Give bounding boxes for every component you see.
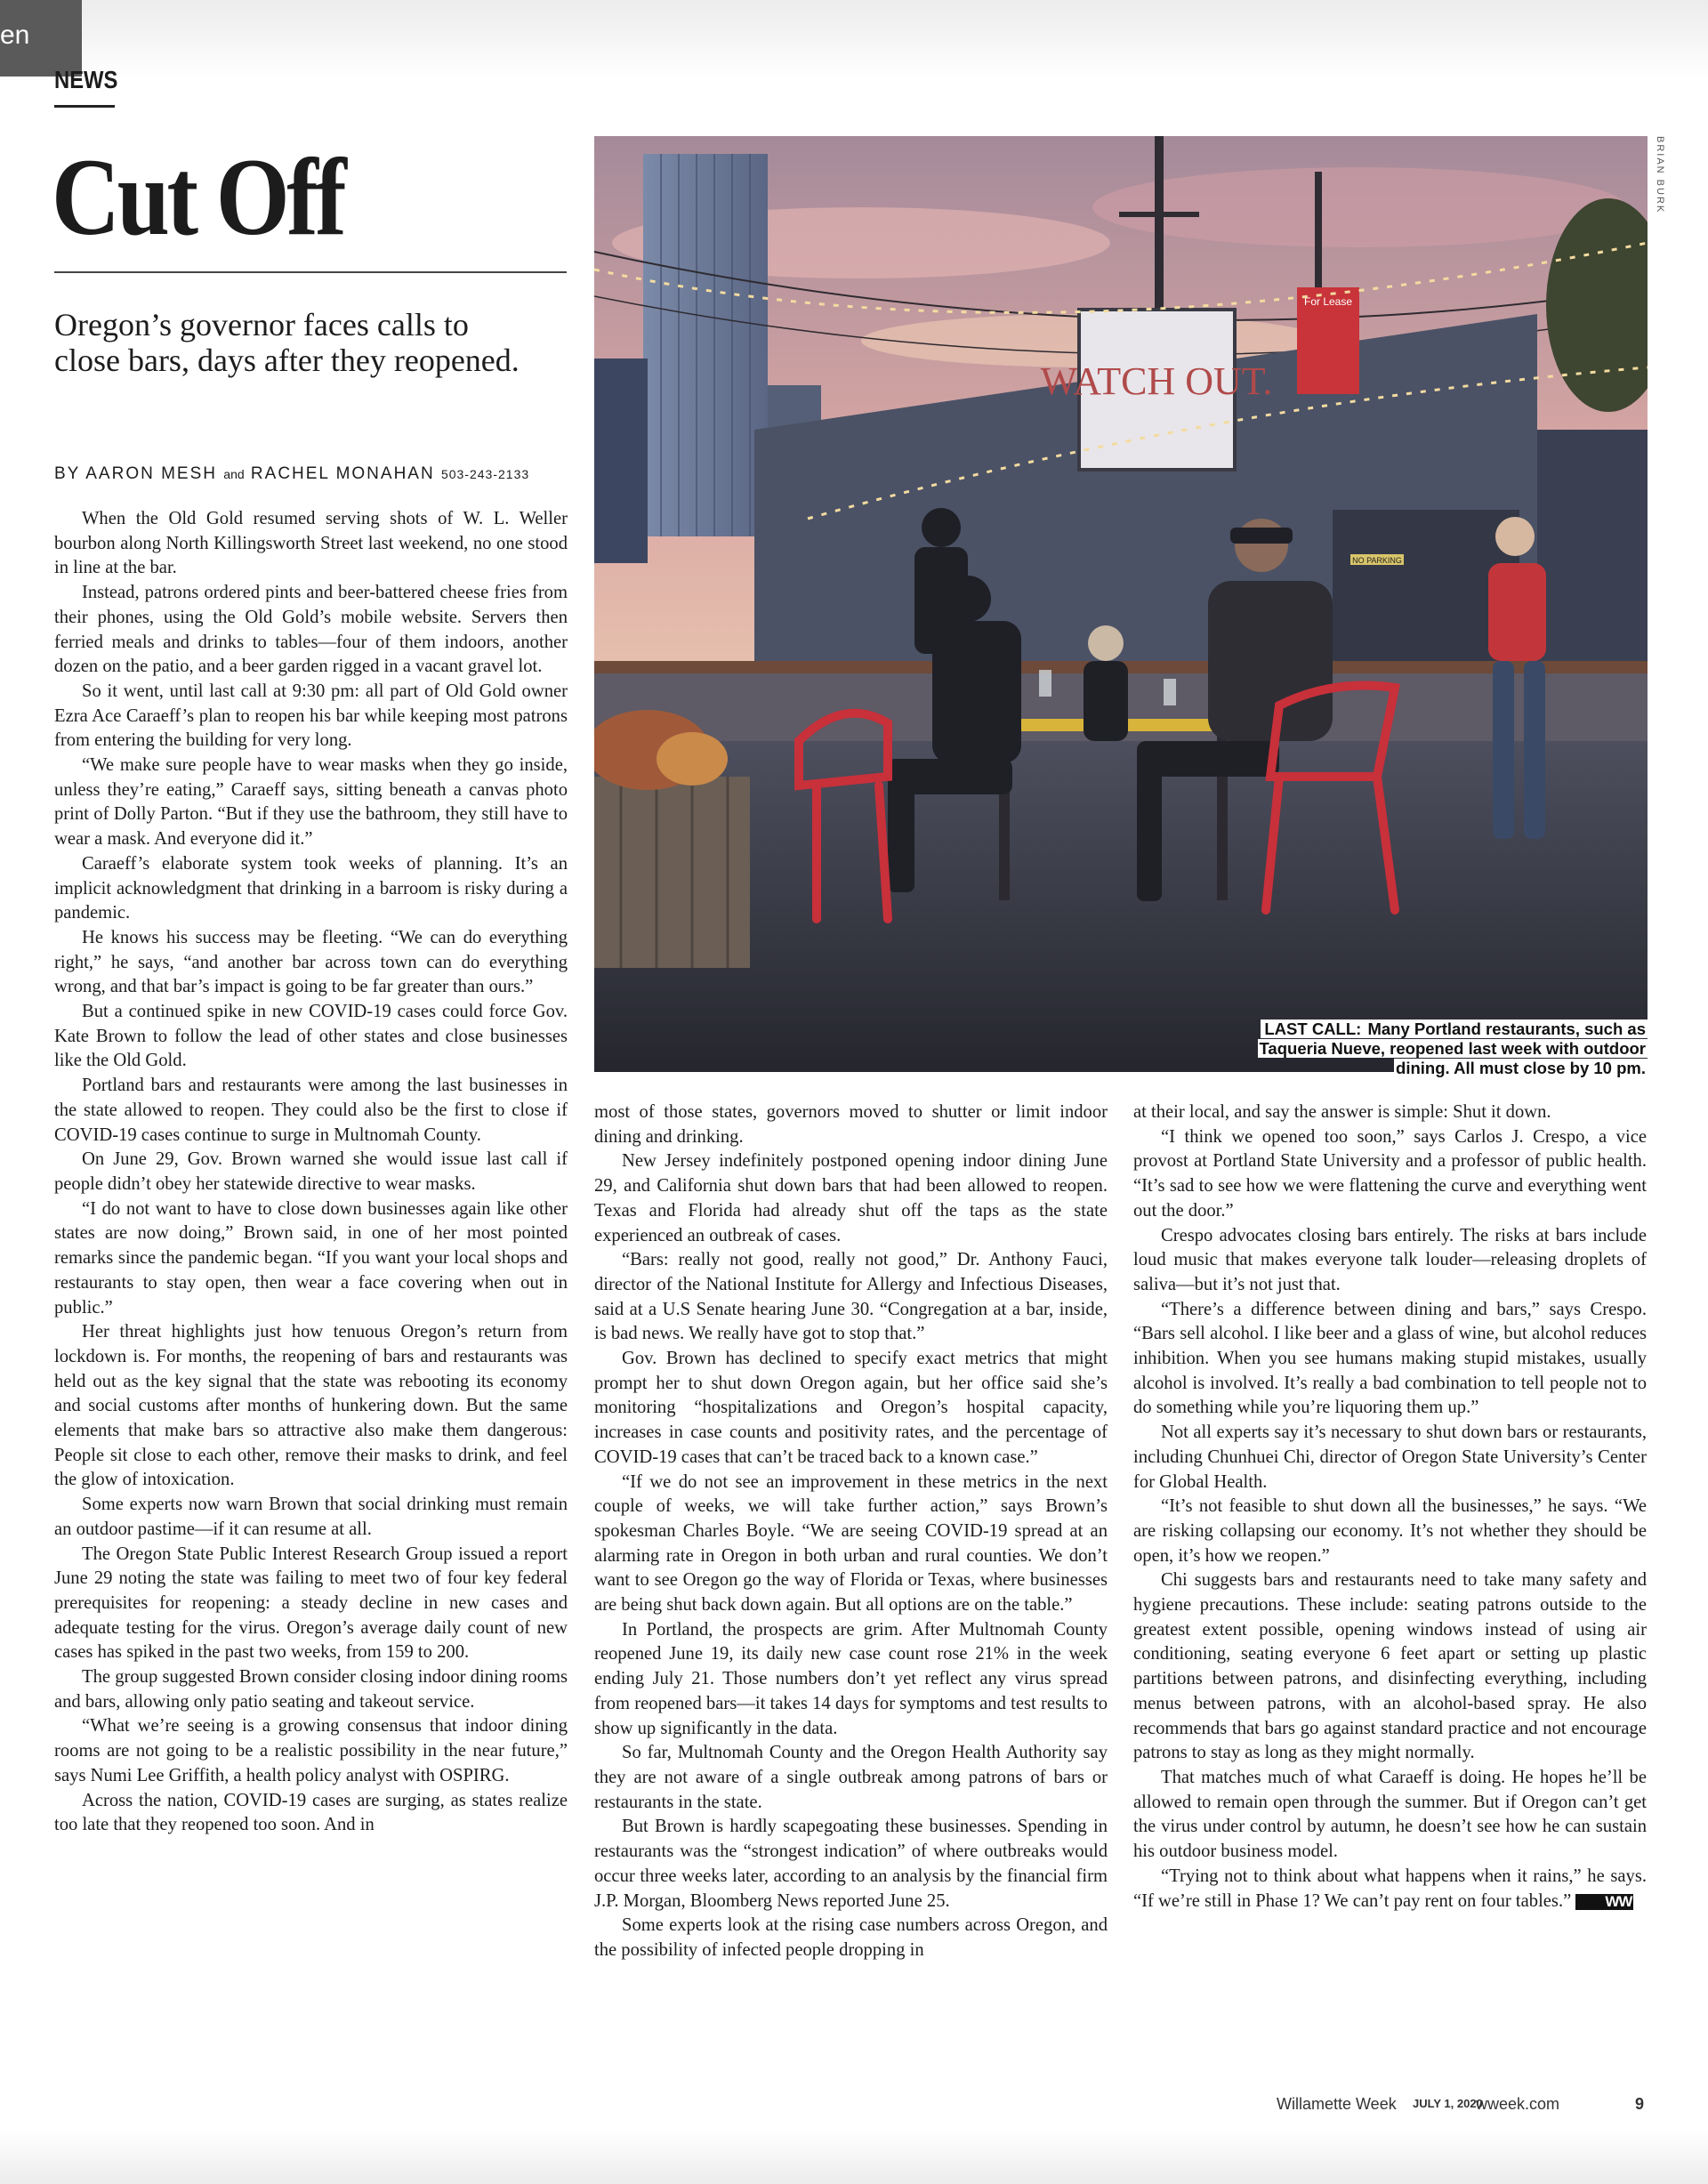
paragraph: Across the nation, COVID-19 cases are surging, as states realize too late that they reopened too soon. And in	[54, 1790, 568, 1835]
subheadline: Oregon’s governor faces calls to close bars, days after they reopened.	[54, 307, 520, 378]
paragraph: Gov. Brown has declined to specify exact metrics that might prompt her to shut down Oregon again, but her office said she’s monitoring “hospitalizations and Oregon’s hospital capacity, increases in case counts and positivity rates, and the percentage of COVID-19 cases that can’t be traced back to a known case.”	[594, 1349, 1108, 1467]
paragraph: “If we do not see an improvement in these metrics in the next couple of weeks, we will take further action,” says Brown’s spokesman Charles Boyle. “We are seeing COVID-19 spread at an alarming rate in Oregon in both urban and rural counties. We don’t want to see Oregon go the way of Florida or Texas, where businesses are being shut back down again. But all options are on the table.”	[594, 1471, 1108, 1616]
article-photo	[594, 136, 1648, 1072]
paragraph: Some experts look at the rising case numbers across Oregon, and the possibility of infected people dropping in	[594, 1915, 1108, 1960]
paragraph: “Bars: really not good, really not good,” Dr. Anthony Fauci, director of the National Institute for Allergy and Infectious Diseases, said at a U.S Senate hearing June 30. “Congregation at a bar, inside, is bad news. We really have got to stop that.”	[594, 1250, 1108, 1344]
headline-rule	[54, 271, 567, 273]
paragraph: Chi suggests bars and restaurants need to take many safety and hygiene precautions. These include: seating patrons outside to the greatest extent possible, opening windows instead of using air conditioning, seating everyone 6 feet apart or setting up plastic partitions between patrons, and disinfecting everything, including menus between patrons, with an alcohol-based spray. He also recommends that bars go against standard practice and not encourage patrons to stay as long as they might normally.	[1133, 1570, 1647, 1763]
paragraph: Portland bars and restaurants were among the last businesses in the state allowed to reopen. They could also be the first to close if COVID-19 cases continue to surge in Multnomah County.	[54, 1076, 568, 1145]
paragraph: On June 29, Gov. Brown warned she would issue last call if people didn’t obey her statewide directive to wear masks.	[54, 1149, 568, 1194]
photo-caption	[1256, 1019, 1648, 1078]
section-underline	[54, 105, 115, 108]
paragraph: “I think we opened too soon,” says Carlos J. Crespo, a vice provost at Portland State University and a professor of public health. “It’s sad to see how we were flattening the curve and everything went out the door.”	[1133, 1126, 1647, 1221]
byline	[54, 464, 529, 484]
photo-credit: BRIAN BURK	[1655, 136, 1665, 214]
paragraph: That matches much of what Caraeff is doing. He hopes he’ll be allowed to remain open through the summer. But if Oregon can’t get the virus under control by autumn, he doesn’t see how he can sustain his outdoor business model.	[1133, 1767, 1647, 1862]
paragraph: But a continued spike in new COVID-19 cases could force Gov. Kate Brown to follow the lead of other states and close businesses like the Old Gold.	[54, 1002, 568, 1071]
page-number: 9	[1635, 2095, 1645, 2113]
paragraph: So it went, until last call at 9:30 pm: all part of Old Gold owner Ezra Ace Caraeff’s plan to reopen his bar while keeping most patrons from entering the building for very long.	[54, 681, 568, 751]
paragraph: at their local, and say the answer is simple: Shut it down.	[1133, 1102, 1551, 1122]
for-lease-sign: For Lease	[1303, 295, 1353, 308]
paragraph: “We make sure people have to wear masks when they go inside, unless they’re eating,” Caraeff says, sitting beneath a canvas photo print of Dolly Parton. “But if they use the bathroom, they still have to wear a mask. And everyone did it.”	[54, 755, 568, 850]
last-paragraph-text: “Trying not to think about what happens when it rains,” he says. “If we’re still in Phase 1? We can’t pay rent on four tables.”	[1133, 1866, 1647, 1911]
paragraph: Not all experts say it’s necessary to shut down bars or restaurants, including Chunhuei Chi, director of Oregon State University’s Center for Global Health.	[1133, 1422, 1647, 1492]
headline: Cut Off	[52, 136, 344, 258]
footer-date: JULY 1, 2020	[1413, 2097, 1483, 2110]
paragraph: In Portland, the prospects are grim. After Multnomah County reopened June 19, its daily new case count rose 21% in the week ending July 21. Those numbers don’t yet reflect any virus spread from reopened bars—it takes 14 days for symptoms and test results to show up significantly in the data.	[594, 1619, 1108, 1738]
footer-website: wweek.com	[1476, 2095, 1560, 2113]
byline-phone: 503-243-2133	[440, 467, 530, 481]
paragraph: But Brown is hardly scapegoating these businesses. Spending in restaurants was the “strongest indication” of where outbreaks would occur three weeks later, according to an analysis by the financial firm J.P. Morgan, Bloomberg News reported June 25.	[594, 1817, 1108, 1911]
paragraph	[1133, 1865, 1647, 1914]
billboard-text: WATCH OUT.	[1040, 359, 1273, 403]
article-column-1	[54, 507, 568, 1838]
photo-illustration	[594, 136, 1648, 1072]
paragraph: The group suggested Brown consider closing indoor dining rooms and bars, allowing only patio seating and takeout service.	[54, 1667, 568, 1712]
paragraph: He knows his success may be fleeting. “We can do everything right,” he says, “and another bar across town can do everything wrong, and that bar’s impact is going to be far greater than ours.”	[54, 927, 568, 997]
caption-text: Many Portland restaurants, such as Taqueria Nueve, reopened last week with outdoor dining. All must close by 10 pm.	[1259, 1019, 1646, 1077]
section-label: NEWS	[54, 66, 118, 93]
top-shadow	[0, 0, 1708, 80]
paragraph: Some experts now warn Brown that social drinking must remain an outdoor pastime—if it can resume at all.	[54, 1495, 568, 1539]
paragraph: most of those states, governors moved to shutter or limit indoor dining and drinking.	[594, 1102, 1108, 1147]
paragraph: New Jersey indefinitely postponed opening indoor dining June 29, and California shut down bars that had been allowed to reopen. Texas and Florida had already shut off the taps as the state experienced an outbreak of cases.	[594, 1151, 1108, 1245]
byline-prefix: BY	[54, 464, 81, 483]
no-parking-sign: NO PARKING	[1352, 556, 1402, 565]
viewer-tab-label: en	[0, 20, 30, 50]
bottom-shadow	[0, 2131, 1708, 2184]
byline-author-2: RACHEL MONAHAN	[250, 464, 435, 483]
paragraph: Crespo advocates closing bars entirely. The risks at bars include loud music that makes everyone talk louder—releasing droplets of saliva—but it’s not just that.	[1133, 1225, 1647, 1294]
paragraph: “There’s a difference between dining and bars,” says Crespo. “Bars sell alcohol. I like beer and a glass of wine, but alcohol reduces inhibition. When you see humans making stupid mistakes, usually alcohol is involved. It’s really a bad combination to tell people not to do something while you’re liquoring them up.”	[1133, 1299, 1647, 1418]
byline-author-1: AARON MESH	[85, 464, 217, 483]
paragraph: Instead, patrons ordered pints and beer-battered cheese fries from their phones, using the Old Gold’s mobile website. Servers then ferried meals and drinks to tables—four of them indoors, another dozen on the patio, and a beer garden rigged in a vacant gravel lot.	[54, 583, 568, 677]
paragraph: “What we’re seeing is a growing consensus that indoor dining rooms are not going to be a realistic possibility in the near future,” says Numi Lee Griffith, a health policy analyst with OSPIRG.	[54, 1716, 568, 1785]
paragraph: When the Old Gold resumed serving shots of W. L. Weller bourbon along North Killingsworth Street last weekend, no one stood in line at the bar.	[54, 509, 568, 578]
paragraph: “I do not want to have to close down businesses again like other states are now doing,” Brown said, in one of her most pointed remarks since the pandemic began. “If you want your local shops and restaurants to stay open, then wear a face covering when out in public.”	[54, 1198, 568, 1318]
paragraph: So far, Multnomah County and the Oregon Health Authority say they are not aware of a single outbreak among patrons of bars or restaurants in the state.	[594, 1743, 1108, 1812]
footer-publication: Willamette Week	[1277, 2095, 1397, 2113]
article-column-2	[594, 1100, 1108, 1963]
paragraph: “It’s not feasible to shut down all the businesses,” he says. “We are risking collapsing our economy. It’s not whether they should be open, it’s how we reopen.”	[1133, 1496, 1647, 1566]
caption-lead: LAST CALL:	[1264, 1019, 1362, 1038]
paragraph: Caraeff’s elaborate system took weeks of planning. It’s an implicit acknowledgment that drinking in a barroom is risky during a pandemic.	[54, 853, 568, 923]
paragraph: The Oregon State Public Interest Research Group issued a report June 29 noting the state was failing to meet two of four key federal prerequisites for reopening: a steady decline in new cases and adequate testing for the virus. Oregon’s average daily count of new cases has spiked in the past two weeks, from 159 to 200.	[54, 1543, 568, 1663]
byline-and: and	[223, 467, 245, 481]
paragraph: Her threat highlights just how tenuous Oregon’s return from lockdown is. For months, the reopening of bars and restaurants was held out as the key signal that the state was rebooting its economy and social customs after months of hunkering down. But the same elements that make bars so attractive also make them dangerous: People sit close to each other, remove their masks to drink, and feel the glow of intoxication.	[54, 1322, 568, 1490]
end-mark-icon: WW	[1575, 1894, 1633, 1910]
article-column-3	[1133, 1100, 1647, 1914]
